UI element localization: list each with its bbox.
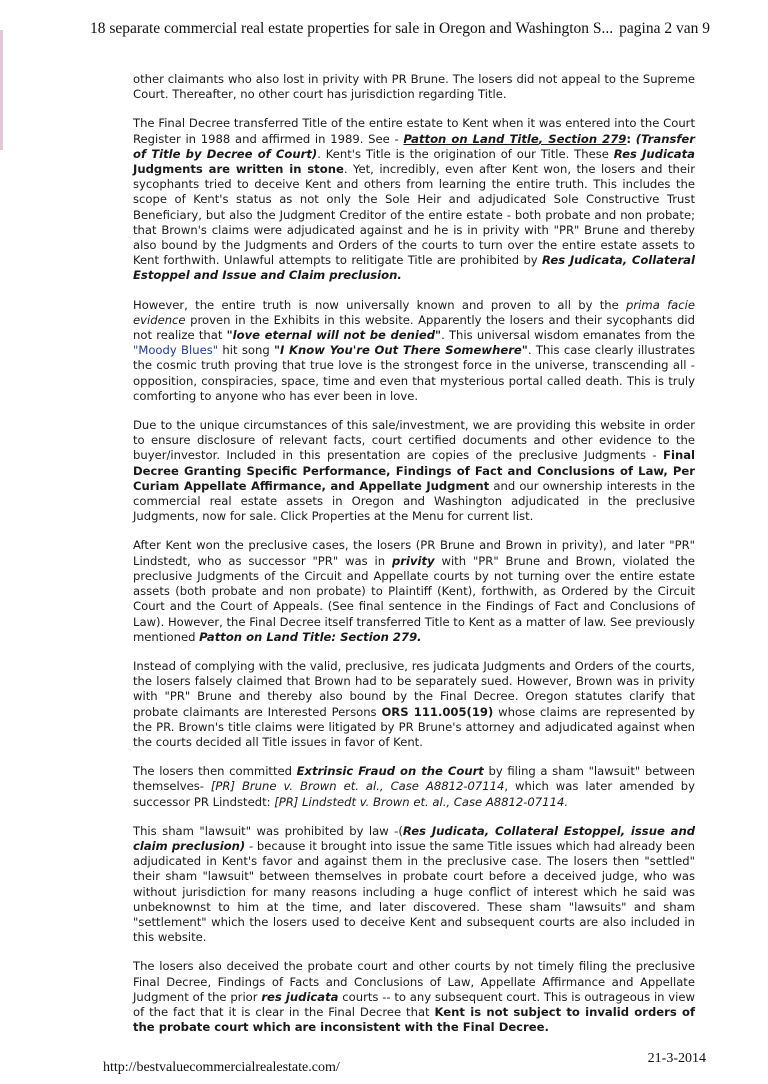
patton-link[interactable]: Patton on Land Title [403, 131, 539, 146]
text: Instead of complying with the valid, preclusive, res judicata Judgments and Orders of the courts, the losers falsely claimed that Brown had to be separately sued. However, Brown was in privity with "PR" Brune and thereby also bound by the Final Decree. Oregon statutes clarify that probate claimants are Interested Persons [133, 658, 695, 719]
paragraph-2 [133, 116, 695, 283]
moody-blues-link[interactable]: "Moody Blues" [133, 343, 219, 358]
text: proven in the Exhibits in this website. Apparently the losers and their sycophants did not realize that [133, 312, 695, 343]
text: res judicata [261, 989, 339, 1004]
text: courts -- to any subsequent court. This is outrageous in view of the fact that it is clear in the Final Decree that [133, 989, 695, 1019]
text: . Kent's Title is the origination of our Title. These [317, 146, 614, 161]
text: other claimants who also lost in privity with PR Brune. The losers did not appeal to the Supreme Court. Thereafter, no other court has jurisdiction regarding Title. [133, 72, 695, 102]
text: Judgments are written in stone [133, 162, 344, 177]
text: [PR] Brune v. Brown et. al., Case A8812-07114 [210, 779, 505, 794]
scan-edge-mark [0, 30, 3, 150]
text: , which was later amended by successor PR Lindstedt: [133, 779, 695, 809]
page-number: pagina 2 van 9 [619, 20, 710, 37]
text: Extrinsic Fraud on the Court [296, 764, 484, 779]
paragraph-9 [133, 959, 695, 1035]
document-body [133, 72, 695, 1049]
text: ORS 111.005(19) [381, 704, 494, 719]
text: by filing a sham "lawsuit" between themselves- [133, 764, 695, 794]
paragraph-3 [133, 298, 695, 404]
text: : [626, 131, 632, 146]
text: Kent is not subject to invalid orders of the probate court which are inconsistent with the Final Decree. [133, 1004, 696, 1035]
text: . This case clearly illustrates the cosmic truth proving that true love is the strongest force in the universe, transcending all - opposition, conspiracies, space, time and even that mysterious portal called death. This is truly comforting to anyone who has ever been in love. [133, 343, 695, 403]
page-header [90, 20, 710, 38]
text: After Kent won the preclusive cases, the losers (PR Brune and Brown in privity), and later "PR" Lindstedt, who as successor "PR" was in [133, 538, 695, 568]
text: Due to the unique circumstances of this sale/investment, we are providing this website in order to ensure disclosure of relevant facts, court certified documents and other evidence to the buyer/investor. Included in this presentation are copies of the preclusive Judgments - [133, 418, 695, 463]
text: with "PR" Brune and Brown, violated the preclusive Judgments of the Circuit and Appellate courts by not turning over the entire estate assets (both probate and non probate) to Plaintiff (Kent), forthwith, as Ordered by the Circuit Court and the Court of Appeals. (See final sentence in the Findings of Fact and Conclusions of Law). However, the Final Decree itself transferred Title to Kent as a matter of law. See previously mentioned [133, 553, 696, 644]
text: privity [391, 553, 435, 568]
text: The losers then committed [133, 764, 297, 779]
text: - because it brought into issue the same Title issues which had already been adjudicated in Kent's favor and against them in the preclusive case. The losers then "settled" their sham "lawsuit" between themselves in probate court before a deceived judge, who was without jurisdiction for many reasons including a huge conflict of interest which he said was unbeknownst to him at the time, and later discovered. These sham "lawsuits" and sham "settlement" which the losers used to deceive Kent and subsequent courts are also included in this website. [133, 838, 695, 945]
text: The Final Decree transferred Title of the entire estate to Kent when it was entered into the Court Register in 1988 and affirmed in 1989. See - [133, 116, 695, 146]
text: (Transfer of Title by Decree of Court) [133, 131, 696, 161]
text: prima facie evidence [133, 297, 695, 327]
footer-date: 21-3-2014 [647, 1051, 706, 1066]
text: "love eternal will not be denied" [226, 328, 442, 343]
page-title: 18 separate commercial real estate properties for sale in Oregon and Washington S... [90, 20, 614, 37]
text: Res Judicata [613, 146, 695, 161]
text: The losers also deceived the probate court and other courts by not timely filing the preclusive Final Decree, Findings of Facts and Conclusions of Law, Appellate Affirmance and Appellate Judgment of the prior [133, 959, 695, 1004]
text: whose claims are represented by the PR. Brown's title claims were litigated by PR Brune's attorney and adjudicated against when the courts decided all Title issues in favor of Kent. [133, 704, 695, 749]
text: "I Know You're Out There Somewhere" [274, 343, 528, 358]
paragraph-5 [133, 538, 695, 644]
paragraph-6 [133, 659, 695, 750]
text: hit song [218, 343, 274, 358]
text: Res Judicata, Collateral Estoppel and Issue and Claim preclusion. [133, 253, 695, 283]
text: [PR] Lindstedt v. Brown et. al., Case A8812-07114. [274, 794, 569, 809]
text: However, the entire truth is now universally known and proven to all by the [133, 297, 627, 312]
paragraph-8 [133, 824, 695, 946]
paragraph-4 [133, 418, 695, 524]
text: Final Decree Granting Specific Performance, Findings of Fact and Conclusions of Law, Per Curiam Appellate Affirmance, and Appellate Judgment [133, 448, 695, 493]
text: . Yet, incredibly, even after Kent won, the losers and their sycophants tried to deceive Kent and others from learning the entire truth. This includes the scope of Kent's status as not only the Sole Heir and adjudicated Sole Constructive Trust Beneficiary, but also the Judgment Creditor of the entire estate - both probate and non probate; that Brown's claims were adjudicated against and he is in privity with "PR" Brune and thereby also bound by the Judgments and Orders of the courts to turn over the entire estate assets to Kent forthwith. Unlawful attempts to relitigate Title are prohibited by [133, 162, 695, 268]
text: This sham "lawsuit" was prohibited by law -( [133, 823, 403, 838]
paragraph-1 [133, 72, 695, 102]
text: and our ownership interests in the commercial real estate assets in Oregon and Washington adjudicated in the preclusive Judgments, now for sale. Click Properties at the Menu for current list. [133, 478, 695, 524]
footer-url[interactable]: http://bestvaluecommercialrealestate.com/ [103, 1060, 340, 1075]
text: , Section 279 [538, 131, 627, 146]
paragraph-7 [133, 764, 695, 810]
text: . This universal wisdom emanates from the [441, 328, 696, 343]
text: Patton on Land Title: Section 279. [199, 629, 422, 644]
text: Res Judicata, Collateral Estoppel, issue and claim preclusion) [133, 823, 695, 853]
